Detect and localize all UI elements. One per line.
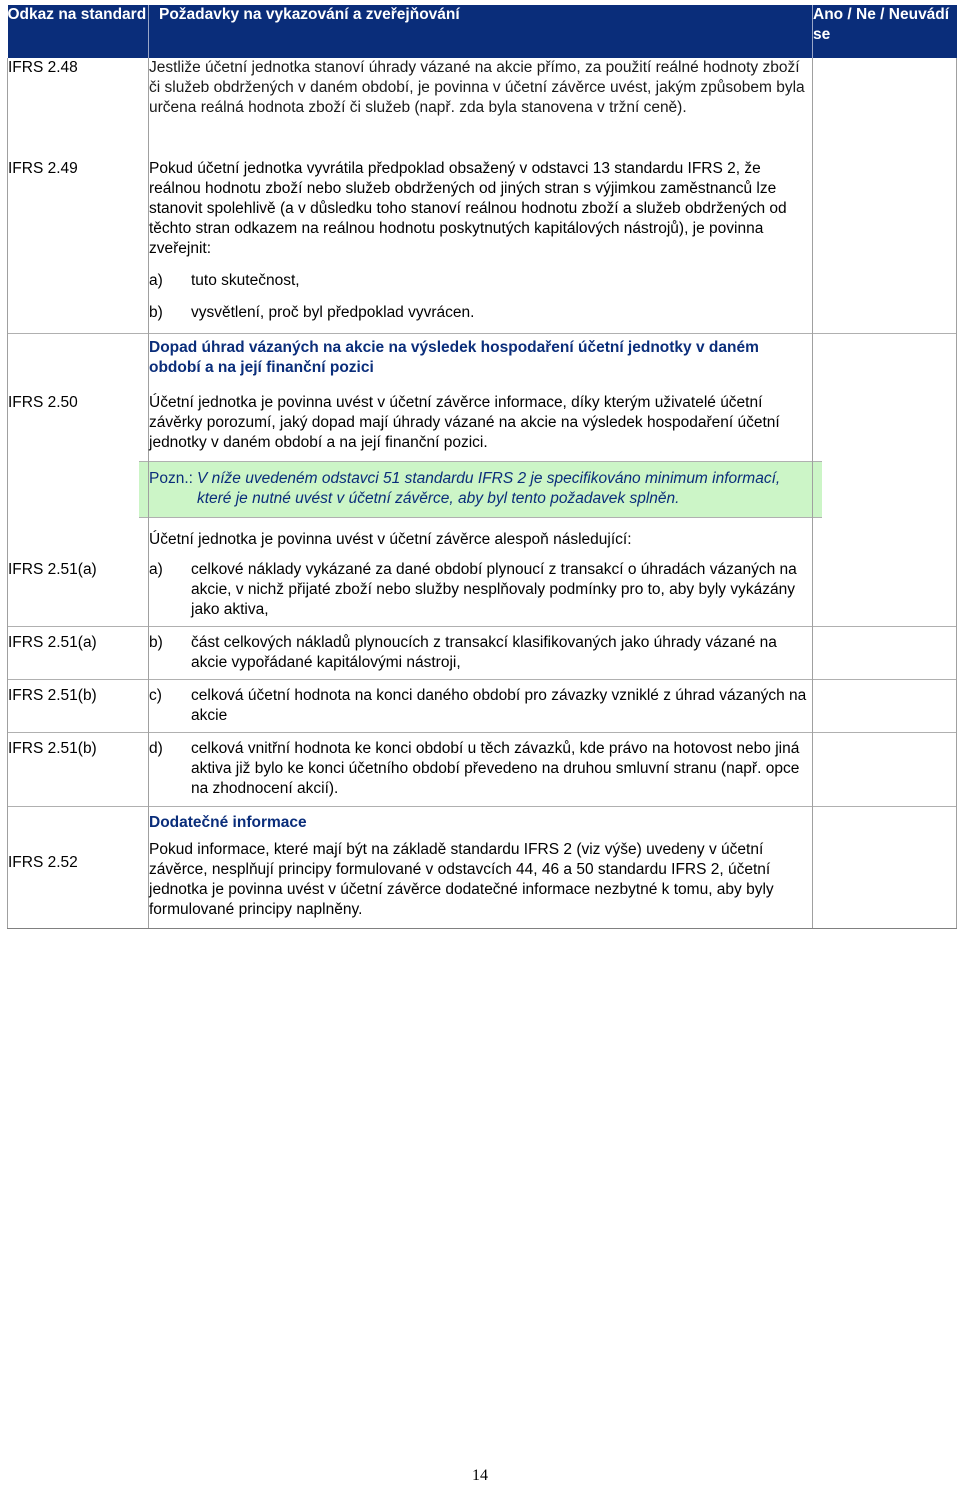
header-reference: Odkaz na standard [8,5,149,58]
answer-cell[interactable] [813,556,957,627]
requirement-text: Jestliže účetní jednotka stanoví úhrady vázané na akcie přímo, za použití reálné hodnoty zboží či služeb obdržených v daném období, je povinna v účetní závěrce uvést, jakým způsobem byla určena reálná hodnota zboží či služeb (např. zda byla stanovena v tržní ceně). [149,59,805,116]
answer-cell [813,334,957,385]
row-reference: IFRS 2.52 [8,807,149,929]
row-text [149,556,813,627]
answer-cell[interactable] [813,733,957,807]
row-reference: IFRS 2.50 [8,384,149,556]
list-item [149,686,812,726]
note-box [139,461,822,518]
answer-cell[interactable] [813,627,957,680]
list-label: d) [149,740,163,757]
requirement-text: Pokud informace, které mají být na základě standardu IFRS 2 (viz výše) uvedeny v účetní závěrce, nesplňují principy formulované v odstavcích 44, 46 a 50 standardu IFRS 2, účetní jednotka je povinna uvést v účetní závěrce dodatečné informace nezbytné k tomu, aby byly formulované principy naplněny. [149,841,774,918]
page-number: 14 [472,1467,488,1484]
list-text: část celkových nákladů plynoucích z transakcí klasifikovaných jako úhrady vázané na akcie vypořádané kapitálovými nástroji, [191,634,777,671]
row-reference: IFRS 2.48 [8,58,149,157]
table-header-row [8,5,957,58]
row-reference: IFRS 2.49 [8,157,149,334]
list-text: celková vnitřní hodnota ke konci období u těch závazků, kde právo na hotovost nebo jiná aktiva již bylo ke konci účetního období převedeno na druhou smluvní stranu (např. opce na zhodnocení akcií). [191,740,800,797]
row-reference: IFRS 2.51(a) [8,627,149,680]
list-item [149,739,812,799]
row-reference: IFRS 2.51(b) [8,680,149,733]
requirement-text: Účetní jednotka je povinna uvést v účetní závěrce informace, díky kterým uživatelé účetní závěrky porozumí, jaký dopad mají úhrady vázané na akcie na výsledek hospodaření účetní jednotky v daném období a na její finanční pozici. [149,394,780,451]
list-label: c) [149,687,162,704]
table-row [8,627,957,680]
row-text [149,157,813,334]
list-text: vysvětlení, proč byl předpoklad vyvrácen. [191,304,475,321]
table-row [8,58,957,157]
table-row [8,556,957,627]
table-row [8,384,957,556]
list-text: celková účetní hodnota na konci daného období pro závazky vzniklé z úhrad vázaných na akcie [191,687,807,724]
note-text: V níže uvedeném odstavci 51 standardu IFRS 2 je specifikováno minimum informací, které je nutné uvést v účetní závěrce, aby byl tento požadavek splněn. [196,470,781,507]
answer-cell[interactable] [813,58,957,157]
answer-cell[interactable] [813,807,957,929]
list-label: a) [149,561,163,578]
disclosure-table [7,5,957,929]
section-heading: Dodatečné informace [149,814,307,831]
section-heading: Dopad úhrad vázaných na akcie na výsledek hospodaření účetní jednotky v daném období a na její finanční pozici [149,339,759,376]
header-requirements: Požadavky na vykazování a zveřejňování [149,5,813,58]
header-answer: Ano / Ne / Neuvádí se [813,5,957,58]
requirement-text: Pokud účetní jednotka vyvrátila předpoklad obsažený v odstavci 13 standardu IFRS 2, že reálnou hodnotu zboží nebo služeb obdržených od jiných stran s výjimkou zaměstnanců lze stanovit spolehlivě (a v důsledku toho stanoví reálnou hodnotu zboží a služeb obdržených od těchto stran odkazem na reálnou hodnotu poskytnutých kapitálových nástrojů), je povinna zveřejnit: [149,160,787,257]
row-text [149,58,813,157]
list-label: a) [149,272,163,289]
list-item [149,271,812,291]
table-row [8,733,957,807]
row-text [149,680,813,733]
list-text: tuto skutečnost, [191,272,300,289]
answer-cell[interactable] [813,384,957,556]
row-reference: IFRS 2.51(b) [8,733,149,807]
list-label: b) [149,634,163,651]
row-text [149,733,813,807]
section-heading-cell [149,334,813,385]
answer-cell[interactable] [813,157,957,334]
note-label: Pozn.: [149,470,193,487]
list-text: celkové náklady vykázané za dané období plynoucí z transakcí o úhradách vázaných na akcie, v nichž přijaté zboží nebo služby nesplňovaly podmínky pro to, aby byly vykázány jako aktiva, [191,561,797,618]
list-item [149,303,812,323]
empty-reference [8,334,149,385]
row-text [149,807,813,929]
section-row [8,334,957,385]
list-item [149,560,812,620]
table-row [8,157,957,334]
list-label: b) [149,304,163,321]
row-text [149,384,813,556]
table-row [8,807,957,929]
row-reference: IFRS 2.51(a) [8,556,149,627]
intro-text: Účetní jednotka je povinna uvést v účetní závěrce alespoň následující: [149,531,632,548]
list-item [149,633,812,673]
row-text [149,627,813,680]
answer-cell[interactable] [813,680,957,733]
table-row [8,680,957,733]
